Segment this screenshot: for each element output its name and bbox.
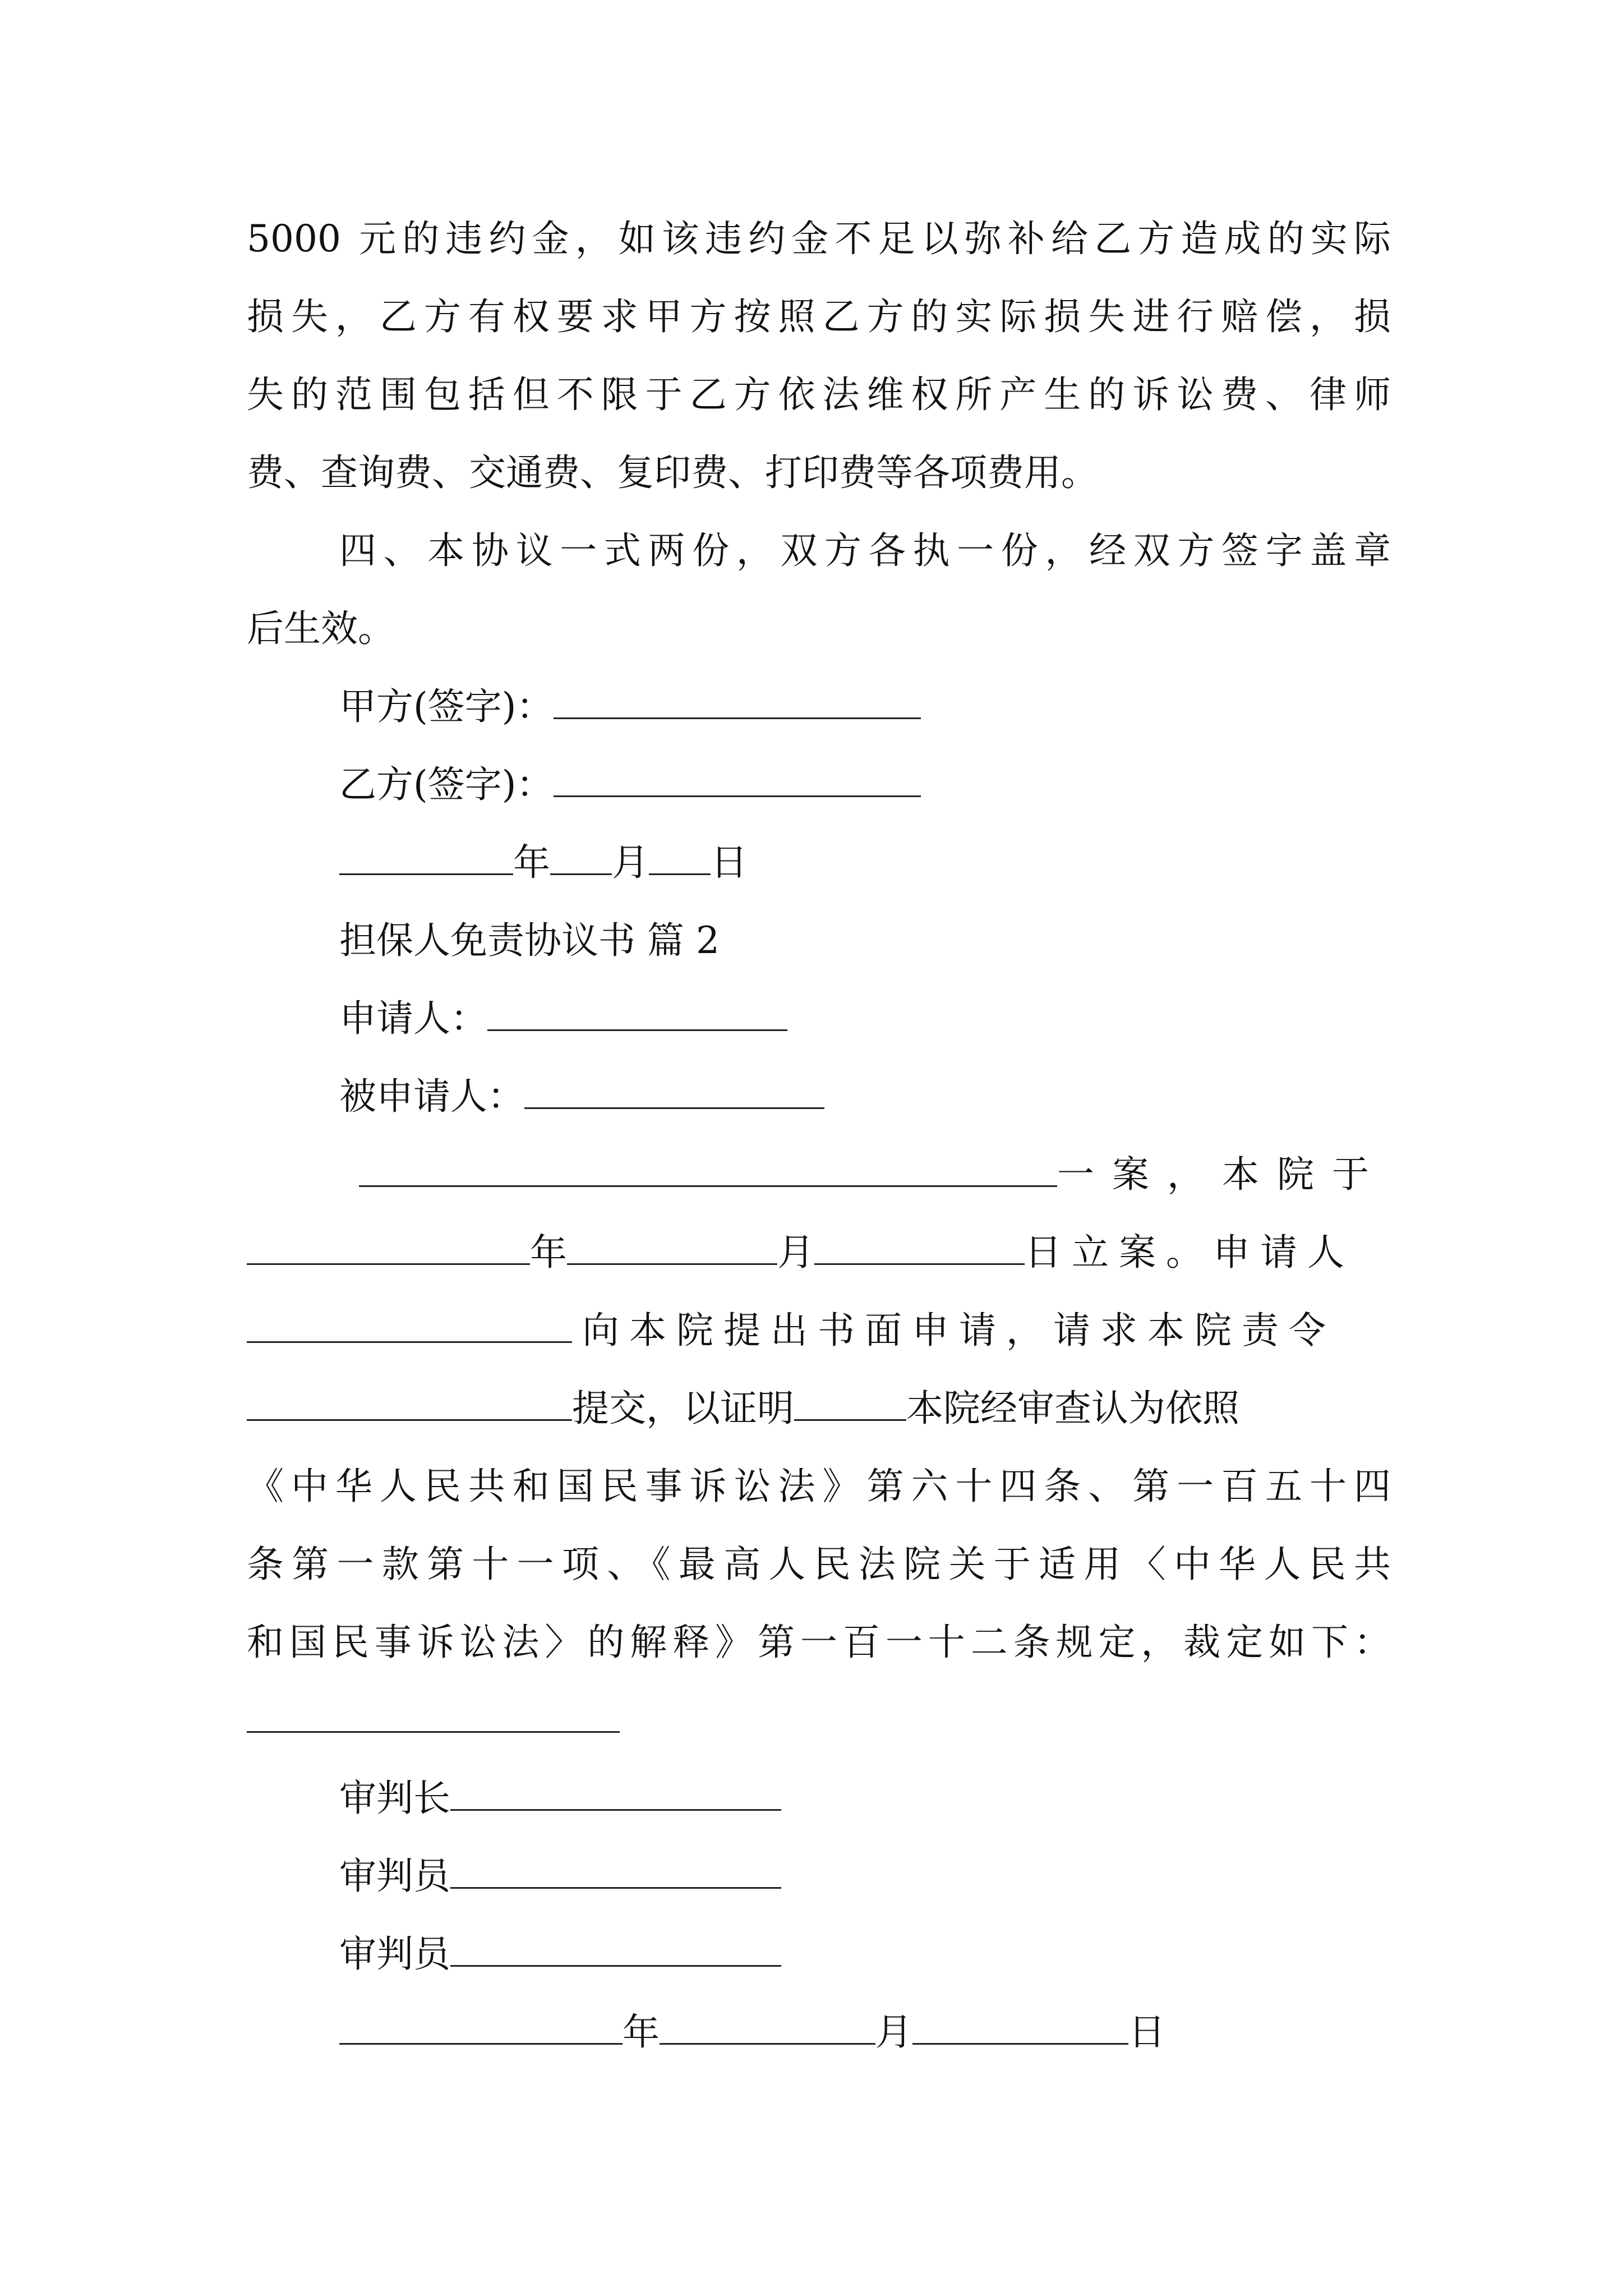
ruling-blank: [247, 1699, 620, 1733]
day-label: 日: [1128, 2010, 1165, 2054]
year-label: 年: [513, 841, 550, 884]
month-blank: [550, 841, 612, 875]
case-text: 本院经审查认为依照: [906, 1387, 1239, 1430]
case-line: [247, 1305, 1391, 1356]
respondent-blank: [524, 1075, 824, 1109]
judge-line: [339, 1851, 1391, 1902]
signature-date: [339, 837, 1391, 889]
judge-label: 审判员: [339, 1932, 450, 1976]
respondent-line: [339, 1071, 1391, 1122]
paragraph-line: 5000 元的违约金，如该违约金不足以弥补给乙方造成的实际: [247, 217, 1391, 260]
proof-blank: [794, 1387, 906, 1421]
year-blank: [339, 841, 513, 875]
month-label: 月: [612, 841, 649, 884]
paragraph-line: 后生效。: [247, 607, 395, 650]
case-text: 日立案。申请人: [1025, 1231, 1354, 1274]
case-line: [247, 1383, 1391, 1434]
month-label: 月: [777, 1231, 814, 1274]
signature-label: 甲方(签字)：: [339, 685, 554, 728]
paragraph-line: 费、查询费、交通费、复印费、打印费等各项费用。: [247, 451, 1098, 494]
respondent-label: 被申请人：: [339, 1075, 524, 1118]
signature-party-a: [339, 681, 1391, 733]
day-blank: [649, 841, 711, 875]
case-line: [247, 1227, 1391, 1278]
paragraph-line: 失的范围包括但不限于乙方依法维权所产生的诉讼费、律师: [247, 373, 1391, 416]
signature-party-b: [339, 759, 1391, 811]
judge-line: [339, 1929, 1391, 1980]
signature-label: 乙方(签字)：: [339, 763, 554, 806]
paragraph-line: 损失，乙方有权要求甲方按照乙方的实际损失进行赔偿，损: [247, 295, 1391, 338]
case-line: [359, 1149, 1391, 1200]
month-blank: [567, 1231, 777, 1265]
judge-blank: [450, 1932, 781, 1967]
final-date: [339, 2007, 1391, 2058]
month-blank: [660, 2010, 875, 2045]
year-blank: [339, 2010, 623, 2045]
judge-label: 审判长: [339, 1777, 450, 1820]
ruling-blank-line: [247, 1695, 1391, 1746]
case-text: 一案，本院于: [1057, 1153, 1387, 1196]
day-blank: [814, 1231, 1025, 1265]
year-label: 年: [530, 1231, 567, 1274]
case-blank: [359, 1153, 1057, 1187]
applicant-line: [339, 993, 1391, 1045]
day-blank: [912, 2010, 1128, 2045]
day-label: 日: [711, 841, 748, 884]
applicant-name-blank: [247, 1309, 572, 1343]
paragraph-line: 四、本协议一式两份，双方各执一份，经双方签字盖章: [339, 529, 1391, 572]
section-title: 担保人免责协议书 篇 2: [339, 919, 720, 962]
year-label: 年: [623, 2010, 660, 2054]
judge-chief-line: [339, 1773, 1391, 1824]
case-text: 向本院提出书面申请，请求本院责令: [582, 1309, 1336, 1352]
signature-blank: [554, 763, 921, 797]
signature-blank: [554, 685, 921, 719]
paragraph-line: 和国民事诉讼法〉的解释》第一百一十二条规定，裁定如下：: [247, 1621, 1391, 1664]
case-text: 提交，以证明: [572, 1387, 794, 1430]
year-blank: [247, 1231, 530, 1265]
paragraph-line: 条第一款第十一项、《最高人民法院关于适用〈中华人民共: [247, 1543, 1391, 1586]
applicant-label: 申请人：: [339, 997, 487, 1040]
party-blank: [247, 1387, 572, 1421]
judge-blank: [450, 1855, 781, 1889]
judge-label: 审判员: [339, 1855, 450, 1898]
month-label: 月: [875, 2010, 912, 2054]
applicant-blank: [487, 997, 787, 1031]
paragraph-line: 《中华人民共和国民事诉讼法》第六十四条、第一百五十四: [247, 1465, 1391, 1508]
judge-blank: [450, 1777, 781, 1811]
